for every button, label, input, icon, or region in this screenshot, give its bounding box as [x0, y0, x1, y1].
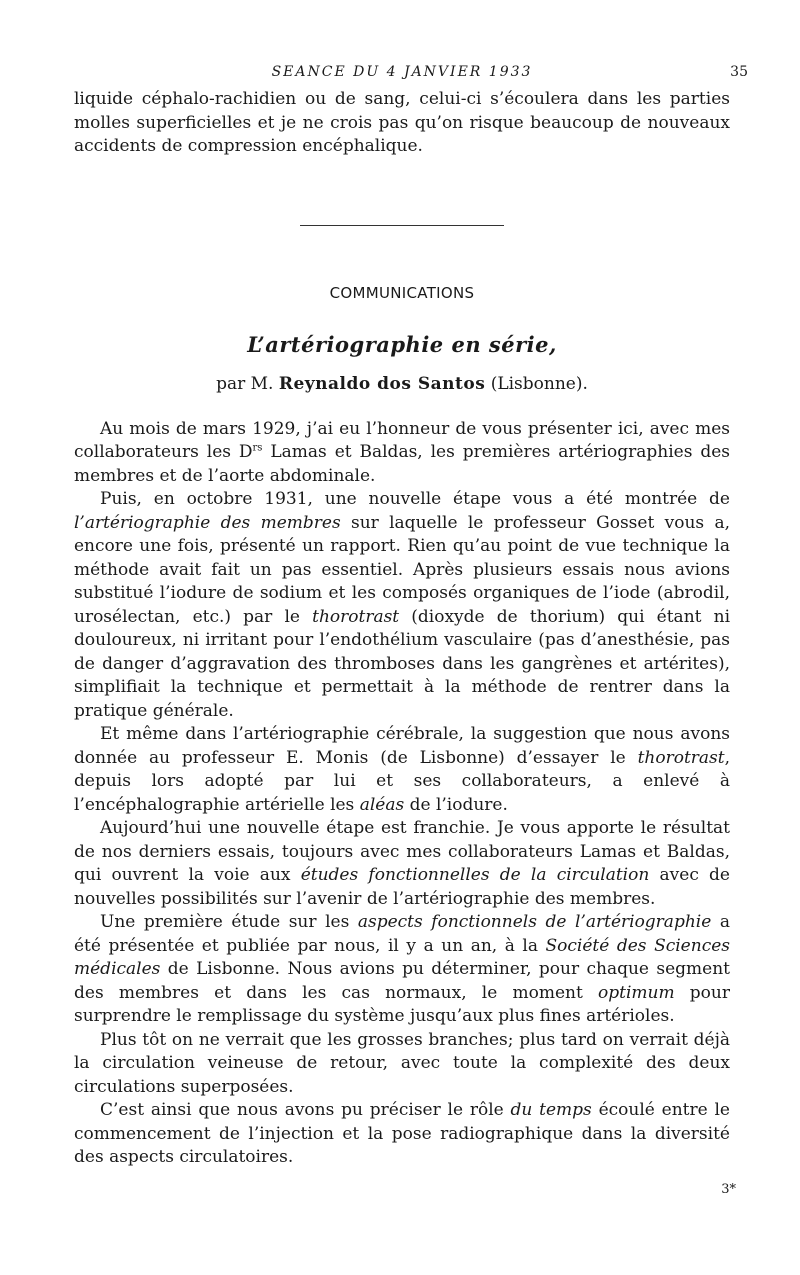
paragraph-4: Aujourd’hui une nouvelle étape est franchie. Je vous apporte le résultat de nos derniers essais, toujours avec mes collaborateurs Lamas et Baldas, qui ouvrent la voie aux études fonctionnelles de la circulation avec de nouvelles possibilités sur l’avenir de l’artériographie des membres. — [74, 818, 730, 909]
article-body — [74, 418, 730, 1170]
signature-mark: 3* — [721, 1181, 736, 1197]
paragraph-7: C’est ainsi que nous avons pu préciser le rôle du temps écoulé entre le commencement de l’injection et la pose radiographique dans la diversité des aspects circulatoires. — [74, 1100, 730, 1167]
section-title: COMMUNICATIONS — [329, 283, 475, 302]
page-number: 35 — [730, 64, 748, 80]
paragraph-1: Au mois de mars 1929, j’ai eu l’honneur de vous présenter ici, avec mes collaborateurs les $D^{rs}$ Lamas et Baldas, les premières artériographies des membres et de l’aorte abdominale. — [74, 418, 731, 486]
document-page — [74, 60, 748, 1197]
paragraph-2: Puis, en octobre 1931, une nouvelle étape vous a été montrée de l’artériographie des membres sur laquelle le professeur Gosset vous a, encore une fois, présenté un rapport. Rien qu’au point de vue technique la méthode avait fait un pas essentiel. Après plusieurs essais nous avions substitué l’iodure de sodium et les composés organiques de l’iode (abrodil, urosélectan, etc.) par le thorotrast (dioxyde de thorium) qui étant ni douloureux, ni irritant pour l’endothélium vasculaire (pas d’anesthésie, pas de danger d’aggravation des thromboses dans les gangrènes et artérites), simplifiait la technique et permettait à la méthode de rentrer dans la pratique générale. — [74, 489, 731, 721]
intro-paragraph: liquide céphalo-rachidien ou de sang, celui-ci s’écoulera dans les parties molles superficielles et je ne crois pas qu’on risque beaucoup de nouveaux accidents de compression encéphalique. — [74, 89, 730, 156]
author-name: Reynaldo dos Santos — [278, 373, 486, 394]
paragraph-3: Et même dans l’artériographie cérébrale, la suggestion que nous avons donnée au professeur E. Monis (de Lisbonne) d’essayer le thorotrast, depuis lors adopté par lui et ses collaborateurs, a enlevé à l’encéphalographie artérielle les aléas de l’iodure. — [74, 724, 730, 815]
paragraph-6: Plus tôt on ne verrait que les grosses branches; plus tard on verrait déjà la circulation veineuse de retour, avec toute la complexité des deux circulations superposées. — [74, 1029, 730, 1097]
running-head: SEANCE DU 4 JANVIER 1933 — [271, 64, 533, 80]
page-header — [74, 60, 748, 88]
author-affiliation: (Lisbonne). — [490, 373, 588, 394]
article-title: L’artériographie en série, — [247, 331, 557, 357]
paragraph-5: Une première étude sur les aspects fonctionnels de l’artériographie a été présentée et publiée par nous, il y a un an, à la Société des Sciences médicales de Lisbonne. Nous avions pu déterminer, pour chaque segment des membres et dans les cas normaux, le moment optimum pour surprendre le remplissage du système jusqu’aux plus fines artérioles. — [74, 912, 731, 1026]
section-divider — [300, 225, 504, 226]
byline — [74, 374, 730, 394]
byline-prefix: par M. — [216, 373, 274, 394]
